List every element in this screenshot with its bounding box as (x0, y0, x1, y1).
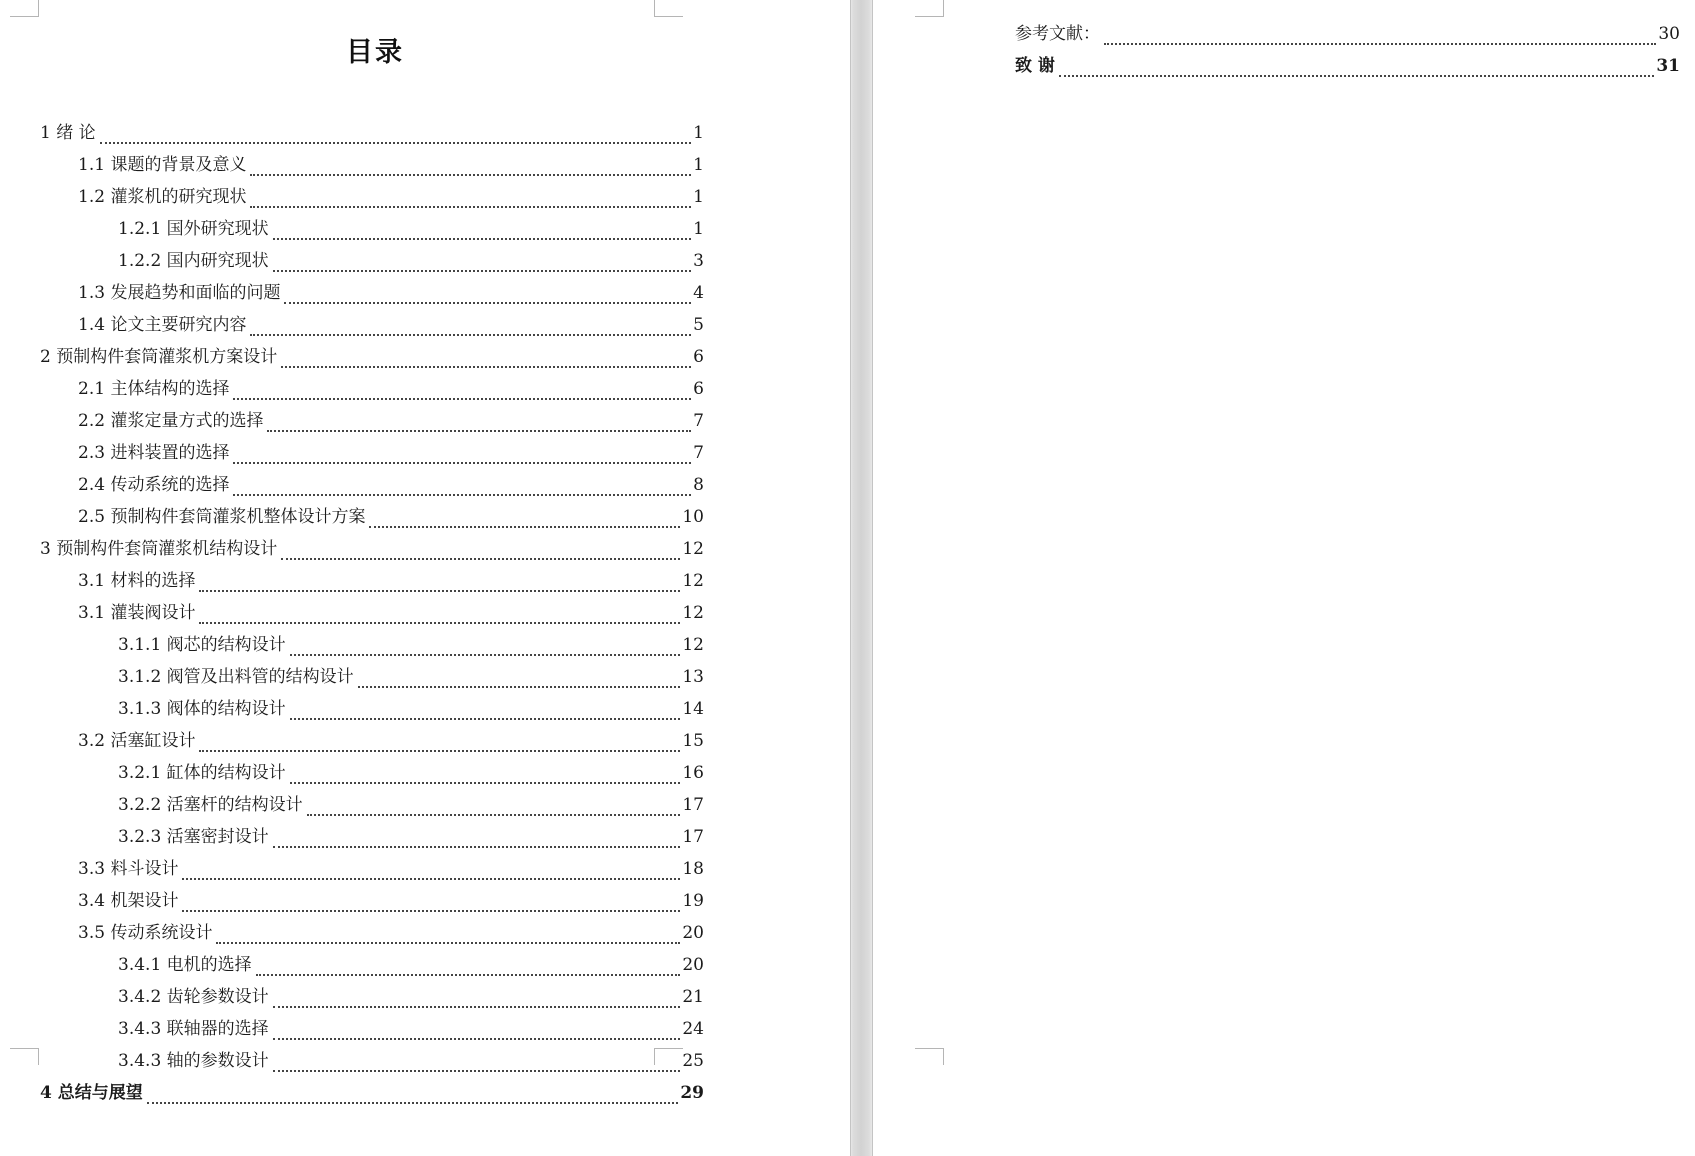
toc-entry-label: 参考文献： (1015, 24, 1100, 44)
toc-entry-label: 2.1 主体结构的选择 (78, 379, 230, 399)
crop-mark-top-left (915, 0, 944, 17)
toc-page-number: 31 (1656, 56, 1680, 76)
toc-dot-leader (281, 557, 680, 560)
toc-entry[interactable] (40, 597, 704, 629)
toc-entry-label: 3.2 活塞缸设计 (78, 731, 196, 751)
toc-page-number: 1 (693, 187, 704, 207)
crop-mark-top-right (654, 0, 683, 17)
toc-entry[interactable] (40, 789, 704, 821)
toc-entry[interactable] (40, 917, 704, 949)
toc-dot-leader (273, 237, 692, 240)
toc-page-number: 12 (682, 635, 704, 655)
toc-entry[interactable] (40, 981, 704, 1013)
toc-dot-leader (273, 269, 692, 272)
toc-dot-leader (307, 813, 681, 816)
toc-dot-leader (256, 973, 681, 976)
toc-page-number: 15 (682, 731, 704, 751)
toc-entry[interactable] (40, 181, 704, 213)
toc-entry-label: 3.4.2 齿轮参数设计 (118, 987, 269, 1007)
toc-page-number: 6 (693, 379, 704, 399)
toc-entry-label: 3.2.2 活塞杆的结构设计 (118, 795, 303, 815)
toc-entry-label: 1.4 论文主要研究内容 (78, 315, 247, 335)
toc-entry[interactable] (40, 373, 704, 405)
toc-entry-label: 2.4 传动系统的选择 (78, 475, 230, 495)
crop-mark-bottom-left (915, 1048, 944, 1065)
toc-entry-label: 3.1 材料的选择 (78, 571, 196, 591)
toc-dot-leader (233, 493, 691, 496)
toc-page-number: 30 (1658, 24, 1680, 44)
toc-dot-leader (233, 461, 691, 464)
toc-entry-label: 2.5 预制构件套筒灌浆机整体设计方案 (78, 507, 366, 527)
toc-page-number: 5 (693, 315, 704, 335)
toc-dot-leader (273, 1069, 681, 1072)
toc-dot-leader (290, 653, 681, 656)
toc-entry-label: 3.1.1 阀芯的结构设计 (118, 635, 286, 655)
toc-dot-leader (1104, 42, 1656, 45)
toc-entry-label: 3 预制构件套筒灌浆机结构设计 (40, 539, 278, 559)
toc-page-number: 14 (682, 699, 704, 719)
toc-entry[interactable] (1015, 50, 1680, 82)
toc-entry[interactable] (40, 149, 704, 181)
toc-entry-label: 1.1 课题的背景及意义 (78, 155, 247, 175)
toc-dot-leader (358, 685, 681, 688)
toc-entry[interactable] (40, 341, 704, 373)
crop-mark-bottom-left (10, 1048, 39, 1065)
toc-dot-leader (199, 749, 680, 752)
toc-page-number: 18 (682, 859, 704, 879)
page-gutter (850, 0, 873, 1156)
toc-page-number: 4 (693, 283, 704, 303)
toc-page-number: 13 (682, 667, 704, 687)
toc-entry[interactable] (40, 1013, 704, 1045)
toc-dot-leader (250, 205, 691, 208)
toc-entry-label: 3.4.3 轴的参数设计 (118, 1051, 269, 1071)
toc-entry[interactable] (40, 501, 704, 533)
toc-page-number: 29 (680, 1083, 704, 1103)
toc-entry-label: 2 预制构件套筒灌浆机方案设计 (40, 347, 278, 367)
toc-entry-label: 1.2.2 国内研究现状 (118, 251, 269, 271)
toc-entry[interactable] (40, 565, 704, 597)
toc-entry[interactable] (40, 437, 704, 469)
toc-entry-label: 3.5 传动系统设计 (78, 923, 213, 943)
toc-entry-label: 2.3 进料装置的选择 (78, 443, 230, 463)
toc-entry[interactable] (40, 245, 704, 277)
toc-entry[interactable] (40, 1045, 704, 1077)
toc-dot-leader (273, 845, 681, 848)
toc-dot-leader (233, 397, 691, 400)
toc-entry[interactable] (40, 949, 704, 981)
toc-entry[interactable] (40, 693, 704, 725)
toc-dot-leader (199, 589, 680, 592)
toc-entry-label: 3.4.1 电机的选择 (118, 955, 252, 975)
toc-page-number: 10 (682, 507, 704, 527)
toc-page-number: 8 (693, 475, 704, 495)
toc-dot-leader (100, 141, 692, 144)
toc-entry[interactable] (40, 725, 704, 757)
toc-entry[interactable] (40, 469, 704, 501)
toc-entry-label: 3.1.2 阀管及出料管的结构设计 (118, 667, 354, 687)
toc-dot-leader (273, 1037, 681, 1040)
toc-entry[interactable] (40, 277, 704, 309)
toc-entry[interactable] (40, 661, 704, 693)
toc-entry-label: 1.2 灌浆机的研究现状 (78, 187, 247, 207)
toc-page-number: 7 (693, 443, 704, 463)
crop-mark-top-left (10, 0, 39, 17)
toc-entry[interactable] (40, 1077, 704, 1109)
toc-dot-leader (284, 301, 691, 304)
toc-entry-label: 3.2.3 活塞密封设计 (118, 827, 269, 847)
toc-dot-leader (182, 877, 680, 880)
toc-entry[interactable] (40, 853, 704, 885)
document-page-right (873, 0, 1695, 1156)
toc-page-number: 1 (693, 123, 704, 143)
toc-entry[interactable] (40, 213, 704, 245)
toc-entry[interactable] (40, 117, 704, 149)
toc-page-number: 16 (682, 763, 704, 783)
toc-page-number: 7 (693, 411, 704, 431)
toc-dot-leader (290, 717, 681, 720)
toc-page-number: 6 (693, 347, 704, 367)
toc-entry-label: 1 绪 论 (40, 123, 96, 143)
toc-entry-label: 3.2.1 缸体的结构设计 (118, 763, 286, 783)
toc-page-number: 12 (682, 539, 704, 559)
toc-entry[interactable] (40, 629, 704, 661)
toc-entry[interactable] (1015, 18, 1680, 50)
toc-entry-label: 3.1.3 阀体的结构设计 (118, 699, 286, 719)
toc-entry-label: 3.4.3 联轴器的选择 (118, 1019, 269, 1039)
toc-entry[interactable] (40, 821, 704, 853)
toc-title: 目录 (346, 37, 404, 68)
toc-page-number: 25 (682, 1051, 704, 1071)
toc-page-number: 19 (682, 891, 704, 911)
toc-page-number: 1 (693, 219, 704, 239)
toc-dot-leader (216, 941, 680, 944)
toc-list (40, 117, 704, 1109)
toc-entry[interactable] (40, 405, 704, 437)
toc-page-number: 17 (682, 827, 704, 847)
toc-page-number: 24 (682, 1019, 704, 1039)
toc-list-continued (1015, 18, 1680, 82)
toc-entry-label: 3.4 机架设计 (78, 891, 179, 911)
toc-entry-label: 1.2.1 国外研究现状 (118, 219, 269, 239)
toc-dot-leader (199, 621, 680, 624)
toc-page-number: 21 (682, 987, 704, 1007)
toc-entry[interactable] (40, 309, 704, 341)
toc-entry-label: 致 谢 (1015, 56, 1055, 76)
toc-dot-leader (147, 1101, 679, 1104)
toc-dot-leader (290, 781, 681, 784)
toc-entry-label: 2.2 灌浆定量方式的选择 (78, 411, 264, 431)
toc-page-number: 12 (682, 571, 704, 591)
toc-dot-leader (250, 333, 691, 336)
toc-page-number: 1 (693, 155, 704, 175)
toc-dot-leader (281, 365, 691, 368)
toc-page-number: 3 (693, 251, 704, 271)
toc-dot-leader (273, 1005, 681, 1008)
toc-entry[interactable] (40, 757, 704, 789)
toc-entry-label: 1.3 发展趋势和面临的问题 (78, 283, 281, 303)
toc-entry-label: 3.3 料斗设计 (78, 859, 179, 879)
toc-page-number: 20 (682, 955, 704, 975)
toc-entry-label: 3.1 灌装阀设计 (78, 603, 196, 623)
toc-page-number: 17 (682, 795, 704, 815)
toc-dot-leader (369, 525, 680, 528)
toc-entry[interactable] (40, 533, 704, 565)
toc-page-number: 20 (682, 923, 704, 943)
toc-entry[interactable] (40, 885, 704, 917)
toc-page-number: 12 (682, 603, 704, 623)
toc-dot-leader (1059, 74, 1654, 77)
toc-entry-label: 4 总结与展望 (40, 1083, 143, 1103)
toc-dot-leader (182, 909, 680, 912)
toc-dot-leader (267, 429, 691, 432)
toc-dot-leader (250, 173, 691, 176)
